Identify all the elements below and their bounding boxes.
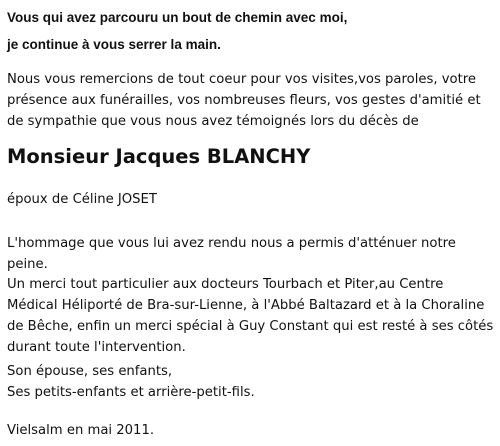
intro-line-1: Vous qui avez parcouru un bout de chemin avec moi, bbox=[7, 10, 348, 25]
spouse-line: époux de Céline JOSET bbox=[7, 192, 157, 207]
intro-verse bbox=[7, 4, 497, 58]
family-line-2: Ses petits-enfants et arrière-petit-fils. bbox=[7, 385, 255, 400]
special-thanks-paragraph: Un merci tout particulier aux docteurs Tourbach et Piter,au Centre Médical Héliporté de Bra-sur-Lienne, à l'Abbé Baltazard et à la Choraline de Bêche, enfin un merci spécial à Guy Constant qui est resté à ses côtés durant toute l'intervention. bbox=[7, 277, 494, 355]
thanks-paragraph: Nous vous remercions de tout coeur pour vos visites,vos paroles, votre présence aux funérailles, vos nombreuses fleurs, vos gestes d'amitié et de sympathie que vous nous avez témoignés lors du décès de bbox=[7, 72, 481, 129]
family-signature bbox=[7, 361, 495, 403]
tribute-paragraph: L'hommage que vous lui avez rendu nous a permis d'atténuer notre peine. bbox=[7, 236, 456, 272]
deceased-name: Monsieur Jacques BLANCHY bbox=[7, 145, 311, 168]
place-date: Vielsalm en mai 2011. bbox=[7, 423, 155, 438]
family-line-1: Son épouse, ses enfants, bbox=[7, 364, 173, 379]
intro-line-2: je continue à vous serrer la main. bbox=[7, 37, 221, 52]
